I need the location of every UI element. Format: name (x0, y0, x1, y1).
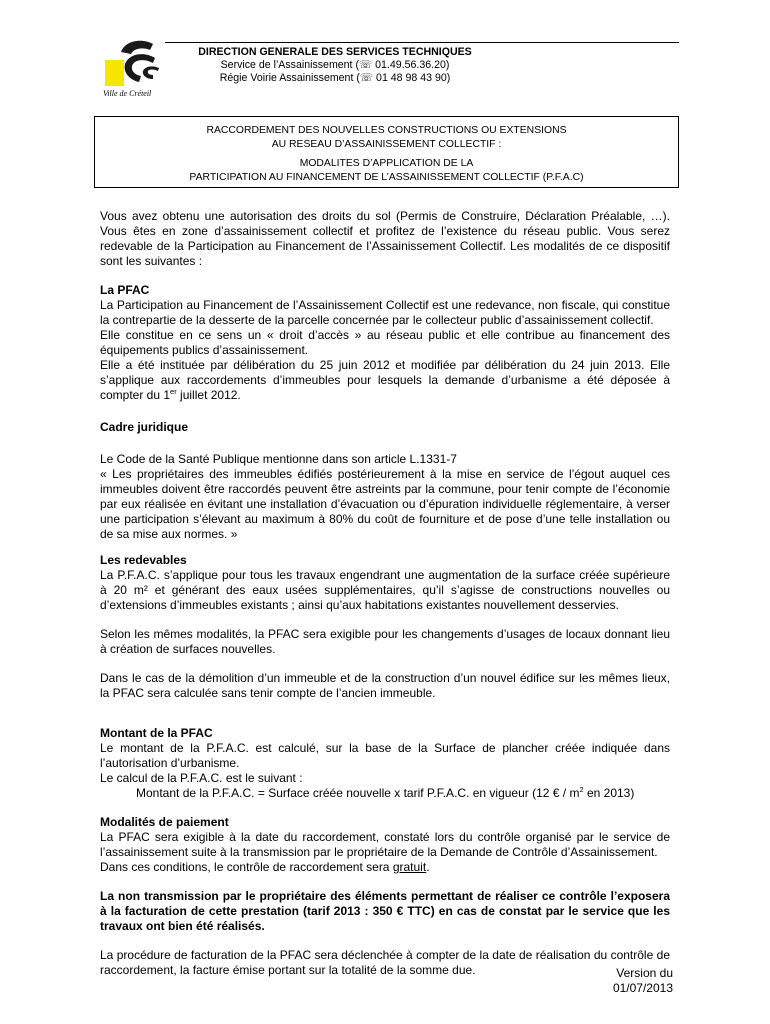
modalites-p2-end: . (426, 860, 430, 874)
logo-arc-top (121, 41, 153, 54)
pfac-p3-text: Elle a été instituée par délibération du 25 juin 2012 et modifiée par délibération du 24 juin 2013. Elle s’applique aux raccordements d’immeubles pour lesquels la demande d’urbanisme a été déposée à compter du 1 (100, 358, 670, 402)
cadre-paragraph-1: Le Code de la Santé Publique mentionne dans son article L.1331-7 (100, 452, 457, 466)
section-heading-modalites: Modalités de paiement (100, 815, 229, 829)
section-heading-montant: Montant de la PFAC (100, 726, 213, 740)
redevables-paragraph-3: Dans le cas de la démolition d’un immeuble et de la construction d’un nouvel édifice sur les mêmes lieux, la PFAC sera calculée sans tenir compte de l’ancien immeuble. (100, 671, 670, 700)
document-body (100, 209, 670, 978)
square-meter-superscript: 2 (579, 785, 584, 794)
modalites-p2-text: Dans ces conditions, le contrôle de raccordement sera (100, 860, 393, 874)
ville-de-creteil-logo (103, 38, 161, 90)
section-heading-redevables: Les redevables (100, 553, 187, 567)
montant-paragraph-1: Le montant de la P.F.A.C. est calculé, sur la base de la Surface de plancher créée indiquée dans l’autorisation d’urbanisme. (100, 741, 670, 770)
section-heading-pfac: La PFAC (100, 283, 150, 297)
creteil-logo-icon (103, 38, 161, 90)
title-line-1: RACCORDEMENT DES NOUVELLES CONSTRUCTIONS OU EXTENSIONS (206, 125, 567, 136)
title-line-3: MODALITES D’APPLICATION DE LA (299, 158, 474, 169)
redevables-paragraph-1: La P.F.A.C. s’applique pour tous les travaux engendrant une augmentation de la surface créée supérieure à 20 m² et générant des eaux usées supplémentaires, qu’il s’agisse de constructions nouvelles ou d’extensions d’immeubles existants ; ainsi qu’aux habitations existantes nouvellement desservies. (100, 568, 670, 612)
section-heading-cadre-juridique: Cadre juridique (100, 420, 189, 434)
logo-caption: Ville de Créteil (103, 89, 152, 98)
modalites-paragraph-3: La procédure de facturation de la PFAC sera déclenchée à compter de la date de réalisation du contrôle de raccordement, la facture émise portant sur la totalité de la somme due. (100, 948, 670, 977)
modalites-paragraph-1: La PFAC sera exigible à la date du raccordement, constaté lors du contrôle organisé par le service de l’assainissement suite à la transmission par le propriétaire de la Demande de Contrôle d’Assainissement. (100, 830, 670, 859)
modalites-paragraph-2 (100, 860, 670, 875)
letterhead (165, 46, 505, 85)
service-assainissement-phone: Service de l’Assainissement (☏ 01.49.56.36.20) (220, 59, 450, 71)
pfac-paragraph-3 (100, 358, 670, 403)
header-rule (165, 42, 679, 43)
department-name: DIRECTION GENERALE DES SERVICES TECHNIQUES (198, 46, 472, 58)
formula-text: Montant de la P.F.A.C. = Surface créée nouvelle x tarif P.F.A.C. en vigueur (12 € / m (136, 786, 580, 800)
document-version: Version du 01/07/2013 (612, 966, 673, 995)
pfac-paragraph-1: La Participation au Financement de l’Assainissement Collectif est une redevance, non fiscale, qui constitue la contrepartie de la desserte de la parcelle concernée par le collecteur public d’assainissement collectif. (100, 298, 670, 327)
intro-paragraph: Vous avez obtenu une autorisation des droits du sol (Permis de Construire, Déclaration Préalable, …). Vous êtes en zone d’assainissement collectif et profitez de l’existence du réseau public. Vous serez redevable de la Participation au Financement de l’Assainissement Collectif. Les modalités de ce dispositif sont les suivantes : (100, 209, 670, 268)
non-transmission-warning: La non transmission par le propriétaire des éléments permettant de réaliser ce contrôle l’exposera à la facturation de cette prestation (tarif 2013 : 350 € TTC) en cas de constat par le service que les travaux ont bien été réalisés. (100, 889, 670, 933)
ordinal-superscript: er (170, 387, 177, 396)
pfac-p3-end: juillet 2012. (176, 388, 241, 402)
gratuit-underlined: gratuit (392, 860, 427, 874)
title-line-4: PARTICIPATION AU FINANCEMENT DE L’ASSAINISSEMENT COLLECTIF (P.F.A.C) (189, 171, 584, 183)
regie-voirie-phone: Régie Voirie Assainissement (☏ 01 48 98 43 90) (219, 72, 451, 84)
document-title-box (94, 116, 679, 188)
pfac-paragraph-2: Elle constitue en ce sens un « droit d’accès » au réseau public et elle contribue au financement des équipements publics d’assainissement. (100, 328, 670, 357)
cadre-quote: « Les propriétaires des immeubles édifiés postérieurement à la mise en service de l’égout auquel ces immeubles doivent être raccordés peuvent être astreints par la commune, pour tenir compte de l’économie par eux réalisée en évitant une installation d’évacuation ou d’épuration individuelle réglementaire, à verser une participation s’élevant au maximum à 80% du coût de fourniture et de pose d’une telle installation ou de sa mise aux normes. » (100, 467, 670, 541)
montant-paragraph-2: Le calcul de la P.F.A.C. est le suivant : (100, 771, 303, 785)
title-line-2: AU RESEAU D’ASSAINISSEMENT COLLECTIF : (271, 138, 502, 150)
logo-yellow-square (105, 60, 124, 86)
redevables-paragraph-2: Selon les mêmes modalités, la PFAC sera exigible pour les changements d’usages de locaux donnant lieu à création de surfaces nouvelles. (100, 627, 670, 656)
logo-arc-small (143, 66, 159, 79)
formula-end: en 2013) (583, 786, 635, 800)
montant-formula (100, 786, 670, 801)
